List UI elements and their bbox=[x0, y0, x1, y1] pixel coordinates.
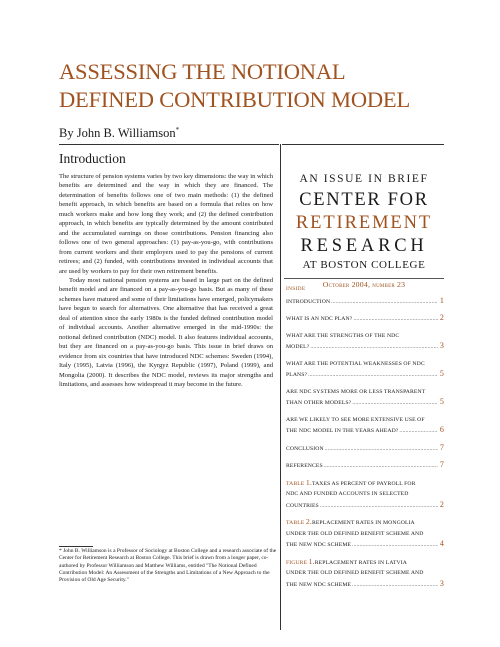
toc-entry-line bbox=[286, 425, 444, 437]
column-divider bbox=[280, 144, 281, 630]
toc-entry-line bbox=[286, 313, 444, 325]
toc-entry-line bbox=[286, 539, 444, 551]
toc-entry[interactable] bbox=[286, 296, 444, 308]
toc-entry-text: REPLACEMENT RATES IN MONGOLIA bbox=[311, 520, 415, 526]
toc-entry-prefix-number: 1. bbox=[305, 477, 312, 487]
header-rule-right bbox=[282, 144, 444, 145]
brand-block bbox=[284, 172, 444, 289]
toc-entry-line bbox=[286, 443, 444, 455]
toc-leader-dots bbox=[308, 370, 438, 381]
author-name: By John B. Williamson bbox=[59, 126, 176, 141]
toc-entry-prefix bbox=[286, 478, 312, 490]
toc-entry-text: WHAT ARE THE POTENTIAL WEAKNESSES OF NDC bbox=[286, 360, 425, 367]
section-heading-introduction: Introduction bbox=[59, 151, 126, 166]
toc-entry-text: UNDER THE OLD DEFINED BENEFIT SCHEME AND bbox=[286, 530, 424, 537]
toc-entry-prefix bbox=[286, 557, 315, 569]
toc-entry-line bbox=[286, 489, 444, 500]
toc-entry[interactable] bbox=[286, 557, 444, 591]
toc-entry-text: UNDER THE OLD DEFINED BENEFIT SCHEME AND bbox=[286, 570, 424, 576]
table-of-contents bbox=[286, 284, 444, 596]
toc-entry-line bbox=[286, 341, 444, 353]
toc-entry-line bbox=[286, 387, 444, 398]
issue-in-brief-label: AN ISSUE IN BRIEF bbox=[299, 173, 429, 185]
toc-entry[interactable] bbox=[286, 517, 444, 551]
toc-page-number: 3 bbox=[439, 578, 444, 588]
toc-page-number: 2 bbox=[439, 499, 444, 509]
introduction-body bbox=[59, 172, 273, 389]
toc-entry-text: WHAT IS AN NDC PLAN? bbox=[286, 316, 353, 322]
toc-entry-text: REPLACEMENT RATES IN LATVIA bbox=[314, 559, 407, 566]
toc-entry-line bbox=[286, 529, 444, 540]
toc-entry-text: MODEL? bbox=[286, 344, 310, 350]
document-title bbox=[59, 58, 459, 114]
toc-entry-line bbox=[286, 568, 444, 579]
toc-entry-prefix bbox=[286, 517, 312, 529]
toc-page-number: 5 bbox=[439, 397, 444, 406]
toc-entry-text: THE NEW NDC SCHEME bbox=[286, 581, 352, 588]
toc-entry-line bbox=[286, 500, 444, 512]
toc-entry-prefix-number: 2. bbox=[305, 517, 312, 526]
footnote-rule bbox=[59, 546, 93, 547]
toc-entry[interactable] bbox=[286, 387, 444, 409]
toc-leader-dots bbox=[399, 426, 437, 437]
toc-entry-line bbox=[286, 331, 444, 342]
toc-entry-prefix-number: 1. bbox=[308, 556, 315, 566]
toc-entry-text: REFERENCES bbox=[286, 463, 323, 469]
toc-leader-dots bbox=[320, 501, 438, 512]
toc-entry-line bbox=[286, 478, 444, 490]
toc-page-number: 6 bbox=[439, 425, 444, 434]
toc-leader-dots bbox=[331, 297, 438, 308]
toc-page-number: 3 bbox=[439, 341, 444, 350]
toc-entry[interactable] bbox=[286, 443, 444, 455]
intro-paragraph-1: The structure of pension systems varies by two key dimensions: the way in which benefits are determined and the way in which they are financed. The determination of benefits follows one of two main methods: (1) the defined benefit approach, in which benefits are based on a formula that relies on how much workers make and how long they work; and (2) the defined contribution approach, in which benefits are typically determined by the amount contributed and the accumulated earnings on those contributions. Pension financing also follows one of two general approaches: (1) pay-as-you-go, with contributions from current workers and their employers used to pay the pensions of current retirees; and (2) funded, with contributions invested in individual accounts that are used by workers to pay for their own retirement benefits. bbox=[59, 173, 274, 275]
toc-entry-text: ARE WE LIKELY TO SEE MORE EXTENSIVE USE OF bbox=[286, 416, 425, 423]
toc-leader-dots bbox=[352, 540, 438, 551]
toc-page-number: 4 bbox=[439, 539, 444, 548]
toc-entry-line bbox=[286, 557, 444, 569]
toc-entry-text: TAXES AS PERCENT OF PAYROLL FOR bbox=[311, 480, 416, 487]
toc-entry-text: THAN OTHER MODELS? bbox=[286, 400, 352, 406]
toc-entry-line bbox=[286, 579, 444, 591]
toc-leader-dots bbox=[353, 314, 438, 325]
footnote-marker: * bbox=[175, 126, 180, 134]
toc-leader-dots bbox=[352, 398, 438, 409]
toc-entry-line bbox=[286, 369, 444, 381]
toc-entry-prefix-label: TABLE bbox=[286, 480, 305, 487]
title-line-2: DEFINED CONTRIBUTION MODEL bbox=[59, 87, 411, 112]
brand-research: RESEARCH bbox=[300, 236, 428, 256]
brand-rule bbox=[284, 278, 444, 279]
toc-entry-text: WHAT ARE THE STRENGTHS OF THE NDC bbox=[286, 332, 400, 339]
toc-entry-text: PLANS? bbox=[286, 372, 308, 378]
intro-paragraph-2: Today most national pension systems are based in large part on the defined benefit model and are financed on a pay-as-you-go basis. But as many of these schemes have matured and some of their limitations have emerged, policymakers have begun to search for alternatives. One alternative that has received a great deal of attention since the early 1980s is the funded defined contribution model of individual accounts. Another alternative emerged in the mid-1990s: the notional defined contribution (NDC) model. It also features individual accounts, but they are financed on a pay-as-you-go basis. This issue in brief draws on evidence from six countries that have introduced NDC schemes: Sweden (1994), Italy (1995), Latvia (1996), the Kyrgyz Republic (1997), Poland (1999), and Mongolia (2000). It describes the NDC model, reviews its major strengths and limitations, and assesses how widespread it may become in the future. bbox=[59, 276, 273, 388]
toc-entry[interactable] bbox=[286, 478, 444, 512]
toc-entry[interactable] bbox=[286, 460, 444, 472]
header-rule-left bbox=[59, 144, 279, 145]
toc-leader-dots bbox=[310, 342, 438, 353]
brand-retirement: RETIREMENT bbox=[295, 213, 433, 233]
toc-entry-text: THE NEW NDC SCHEME bbox=[286, 542, 352, 548]
toc-entries bbox=[286, 296, 444, 591]
author-byline bbox=[59, 126, 179, 141]
toc-entry-text: COUNTRIES bbox=[286, 502, 319, 509]
toc-entry-line bbox=[286, 460, 444, 472]
toc-entry-text: THE NDC MODEL IN THE YEARS AHEAD? bbox=[286, 428, 399, 434]
toc-leader-dots bbox=[325, 444, 438, 455]
toc-entry-line bbox=[286, 359, 444, 370]
toc-entry-line bbox=[286, 397, 444, 409]
toc-heading: INSIDE bbox=[286, 286, 306, 292]
toc-entry-text: NDC AND FUNDED ACCOUNTS IN SELECTED bbox=[286, 491, 409, 497]
toc-page-number: 2 bbox=[439, 313, 444, 322]
author-footnote: * John B. Williamson is a Professor of Sociology at Boston College and a research associate of the Center for Retirement Research at Boston College. This brief is drawn from a longer paper, co-authored by Professor Williamson and Matthew Williams, entitled "The Notional Defined Contribution Model: An Assessment of the Strengths and Limitations of a New Approach to the Provision of Old Age Security." bbox=[59, 548, 277, 584]
toc-entry[interactable] bbox=[286, 313, 444, 325]
title-line-1: ASSESSING THE NOTIONAL bbox=[59, 59, 346, 84]
toc-entry-text: CONCLUSION bbox=[286, 445, 324, 452]
toc-page-number: 7 bbox=[439, 442, 444, 452]
toc-page-number: 1 bbox=[439, 295, 444, 305]
toc-leader-dots bbox=[352, 580, 438, 591]
toc-page-number: 5 bbox=[439, 369, 444, 378]
toc-entry-line bbox=[286, 517, 444, 529]
toc-entry[interactable] bbox=[286, 331, 444, 353]
toc-entry-text: INTRODUCTION bbox=[286, 298, 331, 305]
issue-date: October 2004, number 23 bbox=[322, 280, 406, 289]
toc-entry[interactable] bbox=[286, 359, 444, 381]
toc-entry[interactable] bbox=[286, 415, 444, 437]
brand-center-for: CENTER FOR bbox=[299, 190, 429, 210]
brand-boston-college: AT BOSTON COLLEGE bbox=[302, 259, 426, 271]
toc-leader-dots bbox=[324, 461, 438, 472]
toc-entry-text: ARE NDC SYSTEMS MORE OR LESS TRANSPARENT bbox=[286, 388, 426, 395]
toc-entry-line bbox=[286, 296, 444, 308]
toc-entry-prefix-label: TABLE bbox=[286, 520, 305, 526]
toc-entry-line bbox=[286, 415, 444, 426]
toc-page-number: 7 bbox=[439, 460, 444, 469]
toc-entry-prefix-label: FIGURE bbox=[286, 559, 308, 566]
